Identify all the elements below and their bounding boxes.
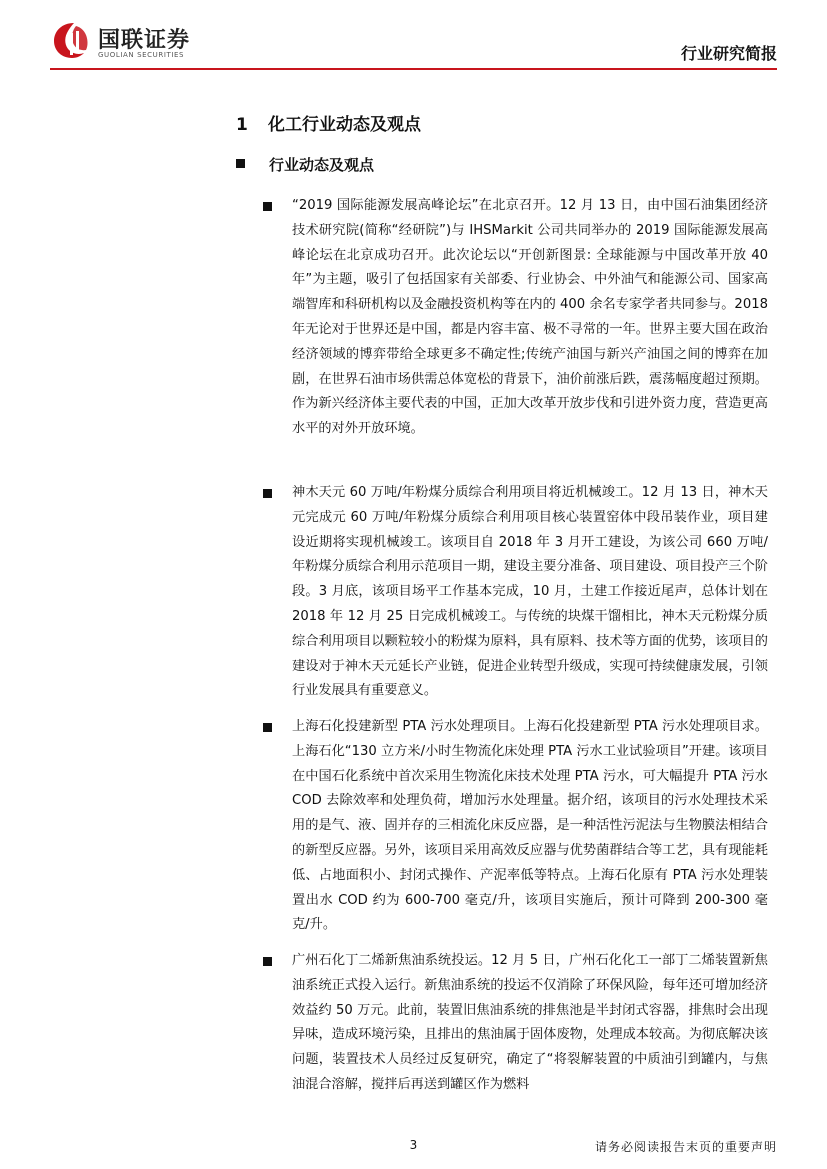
news-item-text: 广州石化丁二烯新焦油系统投运。12 月 5 日，广州石化化工一部丁二烯装置新焦油系统正式投入运行。新焦油系统的投运不仅消除了环保风险，每年还可增加经济效益约 50 万元。此前，装置旧焦油系统的排焦池是半封闭式容器，排焦时会出现异味，造成环境污染，且排出的焦油属于固体废物，处理成本较高。为彻底解决该问题，装置技术人员经过反复研究，确定了“将裂解装置的中质油引到罐内，与焦油混合溶解，搅拌后再送到罐区作为燃料 — [292, 953, 768, 1092]
footer-disclaimer: 请务必阅读报告末页的重要声明 — [594, 1140, 777, 1154]
square-bullet-icon — [263, 723, 272, 732]
news-item-text: 神木天元 60 万吨/年粉煤分质综合利用项目将近机械竣工。12 月 13 日，神木天元完成元 60 万吨/年粉煤分质综合利用项目核心装置窑体中段吊装作业，项目建设近期将实现机械竣工。该项目自 2018 年 3 月开工建设，为该公司 660 万吨/年粉煤分质综合利用示范项目一期，建设主要分准备、项目建设、项目投产三个阶段。3 月底，该项目场平工作基本完成，10 月，土建工作接近尾声，总体计划在 2018 年 12 月 25 日完成机械竣工。与传统的块煤干馏相比，神木天元粉煤分质综合利用项目以颗粒较小的粉煤为原料，具有原料、技术等方面的优势，该项目的建设对于神木天元延长产业链，促进企业转型升级成，实现可持续健康发展，引领行业发展具有重要意义。 — [292, 485, 768, 699]
logo-text-en: GUOLIAN SECURITIES — [98, 51, 185, 59]
square-bullet-icon — [263, 202, 272, 211]
square-bullet-icon — [236, 159, 245, 168]
guolian-logo-icon — [50, 20, 90, 60]
square-bullet-icon — [263, 957, 272, 966]
company-logo — [50, 20, 230, 64]
section-number: 1 — [236, 115, 248, 135]
news-item-text: 上海石化投建新型 PTA 污水处理项目。上海石化投建新型 PTA 污水处理项目求。上海石化“130 立方米/小时生物流化床处理 PTA 污水工业试验项目”开建。该项目在中国石化系统中首次采用生物流化床技术处理 PTA 污水，可大幅提升 PTA 污水 COD 去除效率和处理负荷，增加污水处理量。据介绍，该项目的污水处理技术采用的是气、液、固并存的三相流化床反应器，是一种活性污泥法与生物膜法相结合的新型反应器。另外，该项目采用高效反应器与优势菌群结合等工艺，具有现能耗低、占地面积小、封闭式操作、产泥率低等特点。上海石化原有 PTA 污水处理装置出水 COD 约为 600-700 毫克/升，该项目实施后，预计可降到 200-300 毫克/升。 — [292, 719, 768, 933]
news-item — [263, 481, 768, 704]
news-item — [263, 715, 768, 938]
section-title-text: 化工行业动态及观点 — [268, 115, 421, 135]
section-title — [236, 110, 421, 135]
news-item-text: “2019 国际能源发展高峰论坛”在北京召开。12 月 13 日，由中国石油集团经济技术研究院(简称“经研院”)与 IHSMarkit 公司共同举办的 2019 国际能源发展高峰论坛在北京成功召开。此次论坛以“开创新图景: 全球能源与中国改革开放 40 年”为主题，吸引了包括国家有关部委、行业协会、中外油气和能源公司、国家高端智库和科研机构以及金融投资机构等在内的 400 余名专家学者共同参与。2018 年无论对于世界还是中国，都是内容丰富、极不寻常的一年。世界主要大国在政治经济领域的博弈带给全球更多不确定性;传统产油国与新兴产油国之间的博弈在加剧，在世界石油市场供需总体宽松的背景下，油价前涨后跌，震荡幅度超过预期。作为新兴经济体主要代表的中国，正加大改革开放步伐和引进外资力度，营造更高水平的对外开放环境。 — [292, 198, 768, 437]
logo-text-cn: 国联证券 — [98, 28, 191, 53]
page-header — [0, 0, 827, 70]
report-type-label: 行业研究简报 — [680, 44, 777, 63]
page-number: 3 — [409, 1138, 418, 1152]
sub-heading-text: 行业动态及观点 — [269, 156, 375, 174]
header-divider — [50, 68, 777, 70]
news-item — [263, 194, 768, 442]
sub-heading — [236, 154, 374, 175]
news-item — [263, 949, 768, 1098]
square-bullet-icon — [263, 489, 272, 498]
